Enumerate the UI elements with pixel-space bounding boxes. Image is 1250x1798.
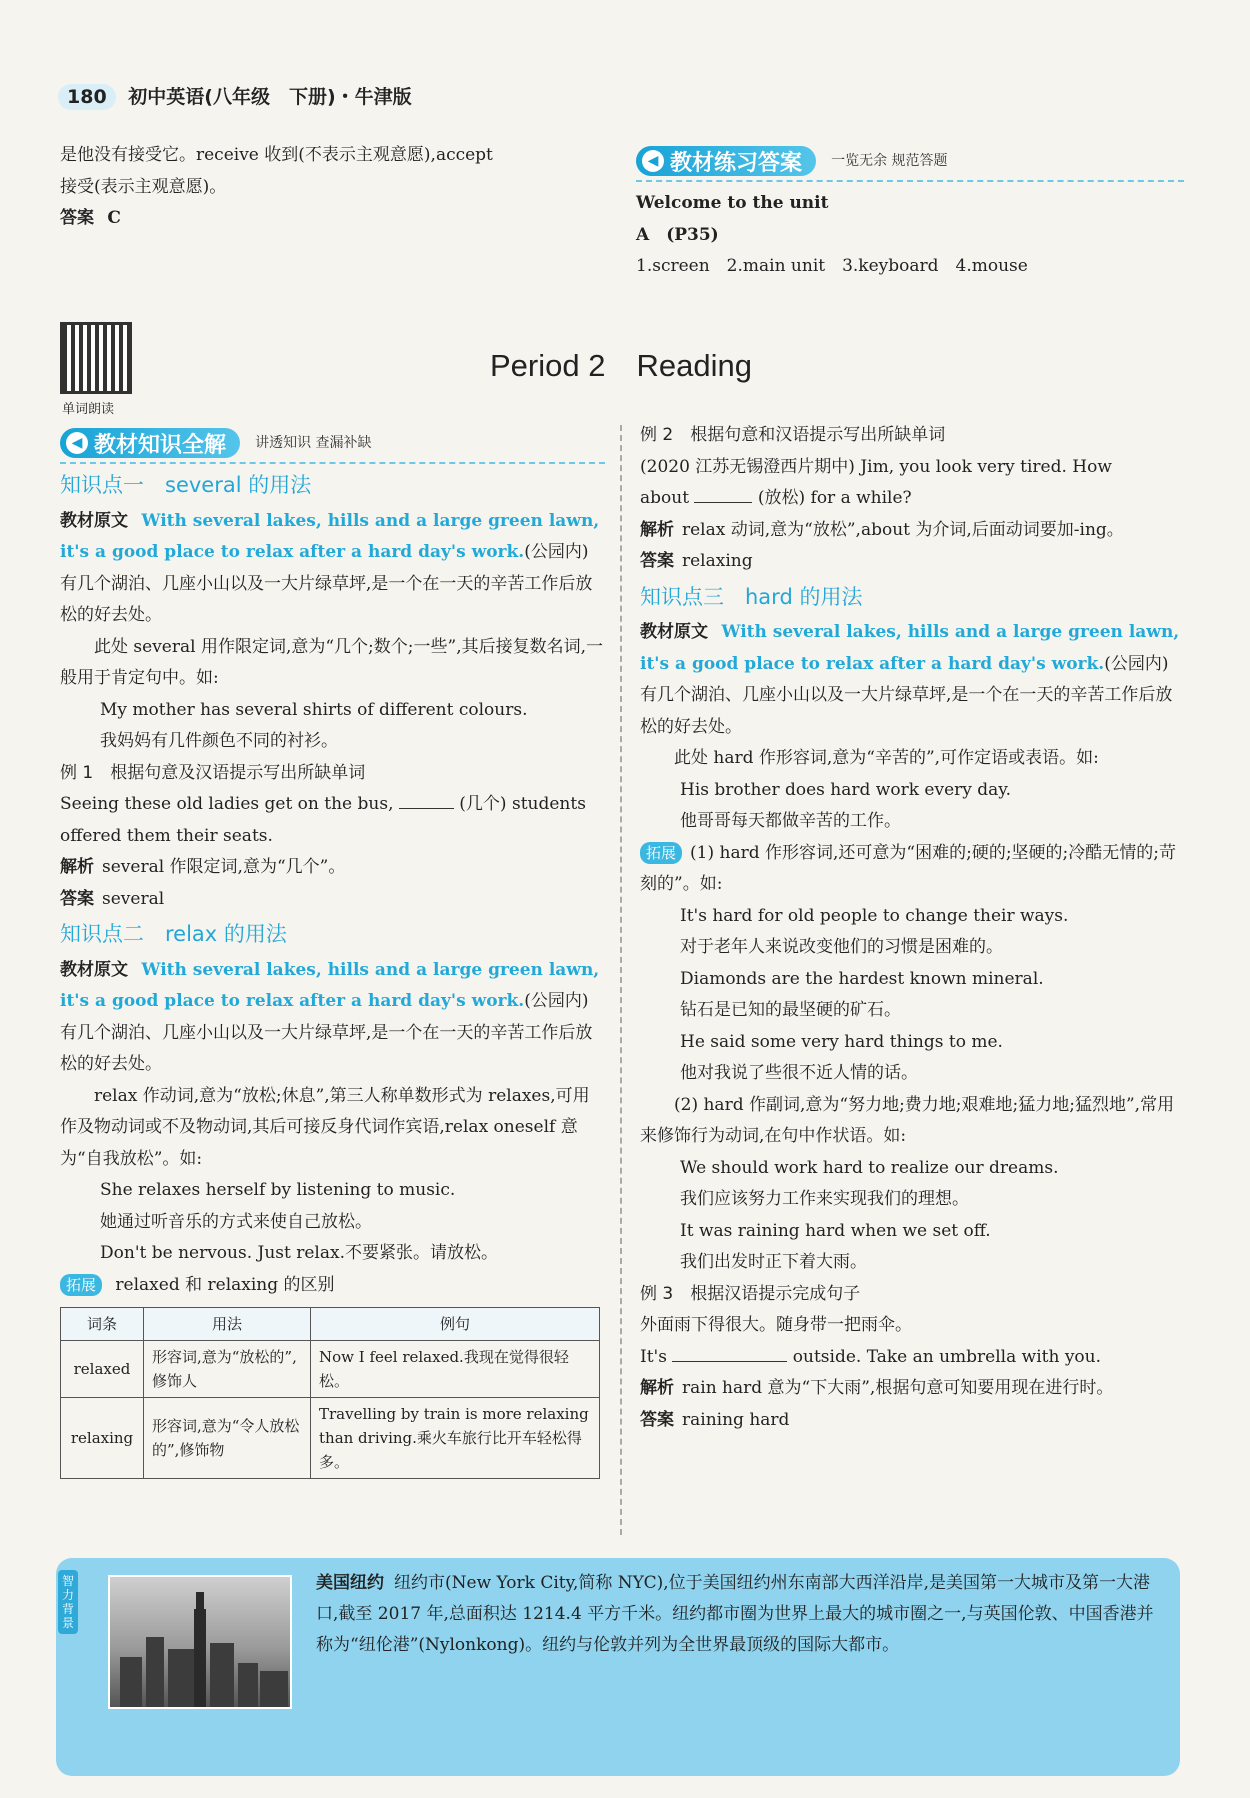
knowledge-banner-row	[60, 428, 605, 464]
table-cell: 形容词,意为“放松的”,修饰人	[144, 1341, 311, 1398]
orig-label: 教材原文	[640, 622, 708, 642]
table-cell: relaxed	[61, 1341, 144, 1398]
ex3-answer-text: raining hard	[682, 1409, 790, 1430]
ext2-example1-en: We should work hard to realize our dreams.	[680, 1157, 1059, 1178]
ex2-q1: (2020 江苏无锡澄西片期中) Jim, you look very tired. How	[640, 456, 1112, 477]
answers-banner	[636, 146, 816, 176]
ex1-q1: Seeing these old ladies get on the bus,	[60, 794, 394, 814]
ex2-blank[interactable]	[694, 502, 752, 503]
kp1-explanation: 此处 several 用作限定词,意为“几个;数个;一些”,其后接复数名词,一般用于肯定句中。如:	[60, 636, 604, 688]
kp3-example-en: His brother does hard work every day.	[680, 779, 1012, 800]
knowledge-banner	[60, 428, 240, 458]
table-header: 例句	[311, 1308, 600, 1341]
ex1-q2: (几个) students	[459, 794, 586, 814]
analysis-label: 解析	[640, 519, 674, 540]
ext1-example3-en: He said some very hard things to me.	[680, 1031, 1003, 1052]
ex1-answer	[60, 884, 605, 916]
ex2-answer-text: relaxing	[682, 551, 753, 571]
answer-value: C	[107, 208, 121, 228]
column-divider	[620, 425, 622, 1535]
ext1-example2-en: Diamonds are the hardest known mineral.	[680, 968, 1044, 989]
knowledge-banner-text: 教材知识全解	[94, 432, 227, 458]
answers-banner-text: 教材练习答案	[670, 150, 803, 176]
continuation-line-2: 接受(表示主观意愿)。	[60, 176, 227, 197]
background-side-label: 智力背景	[58, 1570, 78, 1634]
ext2-example2-en: It was raining hard when we set off.	[680, 1220, 991, 1241]
orig-cn: (公园内)有几个湖泊、几座小山以及一大片绿草坪,是一个在一天的辛苦工作后放松的好去处。	[60, 991, 593, 1074]
ext2-example1-cn: 我们应该努力工作来实现我们的理想。	[680, 1189, 969, 1209]
ext1-example1-cn: 对于老年人来说改变他们的习惯是困难的。	[680, 937, 1003, 957]
kp1-example-cn: 我妈妈有几件颜色不同的衬衫。	[100, 731, 338, 751]
ex1-question	[60, 789, 605, 821]
kp3-original	[640, 617, 1185, 743]
ext2-text: (2) hard 作副词,意为“努力地;费力地;艰难地;猛力地;猛烈地”,常用来修饰行为动词,在句中作状语。如:	[640, 1094, 1175, 1146]
answer-label: 答案	[60, 888, 94, 909]
kp1-example-en: My mother has several shirts of different colours.	[100, 699, 528, 720]
ex2-analysis	[640, 515, 1185, 547]
table-cell: Travelling by train is more relaxing than driving.乘火车旅行比开车轻松得多。	[311, 1398, 600, 1479]
ex1-analysis-text: several 作限定词,意为“几个”。	[102, 857, 346, 877]
top-left-continuation	[60, 140, 605, 235]
page-number: 180	[58, 84, 116, 110]
right-column	[640, 420, 1185, 1436]
kp3-explanation: 此处 hard 作形容词,意为“辛苦的”,可作定语或表语。如:	[674, 748, 1099, 768]
ex3-question	[640, 1342, 1185, 1374]
kp2-example2: Don't be nervous. Just relax.不要紧张。请放松。	[100, 1243, 498, 1263]
relaxed-relaxing-table	[60, 1307, 600, 1479]
knowledge-banner-sub: 讲透知识 查漏补缺	[255, 435, 372, 451]
orig-cn: (公园内)有几个湖泊、几座小山以及一大片绿草坪,是一个在一天的辛苦工作后放松的好去处。	[60, 542, 593, 625]
kp2-original	[60, 955, 605, 1081]
ex1-title: 例 1 根据句意及汉语提示写出所缺单词	[60, 762, 366, 783]
ex2-q2b: (放松) for a while?	[757, 488, 912, 508]
orig-en: With several lakes, hills and a large green lawn, it's a good place to relax after a hard day's work.	[60, 510, 600, 562]
ex3-q-b: outside. Take an umbrella with you.	[792, 1346, 1102, 1367]
kp3-title: 知识点三 hard 的用法	[640, 584, 863, 609]
textbook-answers-section	[636, 146, 1184, 283]
kp2-example1-cn: 她通过听音乐的方式来使自己放松。	[100, 1211, 372, 1232]
table-cell: Now I feel relaxed.我现在觉得很轻松。	[311, 1341, 600, 1398]
ext1-example1-en: It's hard for old people to change their ways.	[680, 905, 1069, 926]
ex1-blank[interactable]	[399, 808, 454, 809]
analysis-label: 解析	[640, 1378, 674, 1398]
extension-tag: 拓展	[640, 842, 682, 864]
top-answer	[60, 203, 605, 235]
ext1-text	[640, 838, 1185, 901]
answer-label: 答案	[640, 551, 674, 571]
table-cell: 形容词,意为“令人放松的”,修饰物	[144, 1398, 311, 1479]
ex3-chinese: 外面雨下得很大。随身带一把雨伞。	[640, 1315, 912, 1335]
ex3-answer	[640, 1405, 1185, 1437]
background-text	[316, 1568, 1162, 1661]
answers-items: 1.screen 2.main unit 3.keyboard 4.mouse	[636, 256, 1028, 276]
ex2-q2a: about	[640, 488, 690, 508]
orig-label: 教材原文	[60, 510, 128, 531]
ex3-q-a: It's	[640, 1346, 667, 1367]
extension-tag: 拓展	[60, 1274, 102, 1296]
table-header: 词条	[61, 1308, 144, 1341]
ext1-content: (1) hard 作形容词,还可意为“困难的;硬的;坚硬的;冷酷无情的;苛刻的”。如:	[640, 842, 1177, 894]
analysis-label: 解析	[60, 857, 94, 877]
qr-code[interactable]	[60, 322, 132, 394]
table-header: 用法	[144, 1308, 311, 1341]
orig-en: With several lakes, hills and a large green lawn, it's a good place to relax after a hard day's work.	[60, 959, 600, 1011]
orig-en: With several lakes, hills and a large green lawn, it's a good place to relax after a hard day's work.	[640, 622, 1180, 674]
ex3-analysis	[640, 1373, 1185, 1405]
ext1-example3-cn: 他对我说了些很不近人情的话。	[680, 1063, 918, 1083]
knowledge-section	[60, 428, 605, 1479]
answer-label: 答案	[640, 1409, 674, 1430]
megaphone-icon: ◀	[642, 150, 664, 172]
continuation-line-1: 是他没有接受它。receive 收到(不表示主观意愿),accept	[60, 145, 493, 165]
kp1-original	[60, 506, 605, 632]
kp2-explanation: relax 作动词,意为“放松;休息”,第三人称单数形式为 relaxes,可用作及物动词或不及物动词,其后可接反身代词作宾语,relax oneself 意为“自我放松”。如:	[60, 1085, 590, 1169]
period-title: Period 2 Reading	[490, 348, 752, 383]
ext-title: relaxed 和 relaxing 的区别	[115, 1274, 335, 1295]
answers-part: A (P35)	[636, 224, 719, 245]
ex1-q3: offered them their seats.	[60, 825, 273, 846]
new-york-photo	[108, 1575, 292, 1709]
kp2-example1-en: She relaxes herself by listening to music.	[100, 1180, 456, 1200]
table-row	[61, 1341, 600, 1398]
ext2-example2-cn: 我们出发时正下着大雨。	[680, 1252, 867, 1272]
answers-banner-row	[636, 146, 1184, 182]
ex2-answer	[640, 546, 1185, 578]
answers-banner-sub: 一览无余 规范答题	[831, 153, 948, 169]
ex1-answer-text: several	[102, 888, 165, 909]
background-content: 纽约市(New York City,简称 NYC),位于美国纽约州东南部大西洋沿岸,是美国第一大城市及第一大港口,截至 2017 年,总面积达 1214.4 平方千米。纽约都市圈为世界上最大的城市圈之一,与英国伦敦、中国香港并称为“纽伦港”(Nylonkong)。纽约与伦敦并列为全世界最顶级的国际大都市。	[316, 1573, 1154, 1655]
book-title: 初中英语(八年级 下册)・牛津版	[128, 86, 412, 108]
kp1-title: 知识点一 several 的用法	[60, 473, 312, 497]
background-title: 美国纽约	[316, 1573, 384, 1593]
ex3-title: 例 3 根据汉语提示完成句子	[640, 1283, 861, 1304]
ex2-title: 例 2 根据句意和汉语提示写出所缺单词	[640, 425, 946, 445]
table-cell: relaxing	[61, 1398, 144, 1479]
page-header	[58, 82, 412, 110]
ex2-analysis-text: relax 动词,意为“放松”,about 为介词,后面动词要加-ing。	[682, 519, 1124, 540]
ex3-analysis-text: rain hard 意为“下大雨”,根据句意可知要用现在进行时。	[682, 1378, 1114, 1398]
answers-heading: Welcome to the unit	[636, 193, 829, 213]
ex2-q2	[640, 483, 1185, 515]
ex3-blank[interactable]	[672, 1361, 787, 1362]
table-header-row	[61, 1308, 600, 1341]
kp2-title: 知识点二 relax 的用法	[60, 922, 287, 946]
kp3-example-cn: 他哥哥每天都做辛苦的工作。	[680, 811, 901, 831]
orig-label: 教材原文	[60, 959, 128, 980]
qr-caption: 单词朗读	[62, 402, 115, 417]
orig-cn: (公园内)有几个湖泊、几座小山以及一大片绿草坪,是一个在一天的辛苦工作后放松的好去处。	[640, 653, 1173, 737]
answer-label: 答案	[60, 208, 94, 228]
ext1-example2-cn: 钻石是已知的最坚硬的矿石。	[680, 1000, 901, 1020]
ext-heading	[60, 1270, 605, 1302]
table-row	[61, 1398, 600, 1479]
megaphone-icon: ◀	[66, 432, 88, 454]
ex1-analysis	[60, 852, 605, 884]
